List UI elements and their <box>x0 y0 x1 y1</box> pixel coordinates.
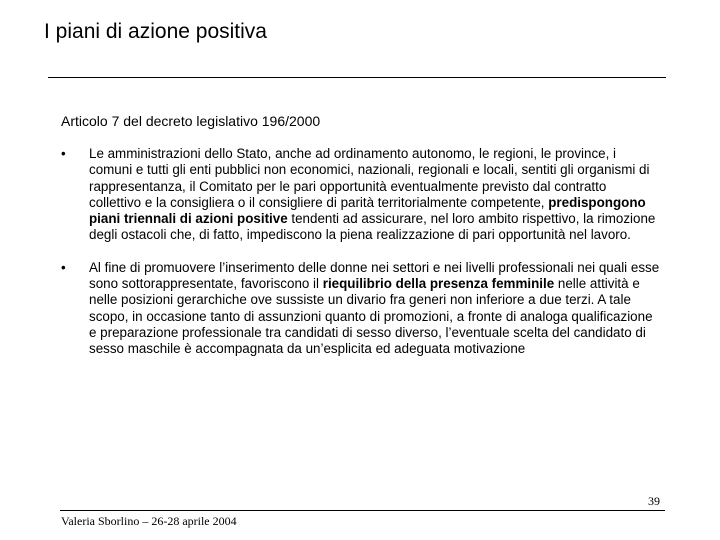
bullet-text <box>89 146 661 244</box>
bullet-text-bold: riequilibrio della presenza femminile <box>322 276 555 292</box>
bullet-text-before: Al fine di promuovere l’inserimento delle donne nei settori e nei livelli professionali nei quali esse sono sottorappresentate, favoriscono il <box>89 259 660 292</box>
bullet-item <box>61 146 661 244</box>
footer-text: Valeria Sborlino – 26-28 aprile 2004 <box>61 514 237 528</box>
bullet-text-bold: predispongono piani triennali di azioni positive <box>89 194 646 227</box>
bullet-marker: • <box>61 146 66 161</box>
bullet-text <box>89 260 661 358</box>
bullet-list <box>61 146 661 358</box>
slide-title: I piani di azione positiva <box>44 20 267 43</box>
page-number: 39 <box>648 494 660 508</box>
bullet-marker: • <box>61 259 66 275</box>
bullet-text-after: tendenti ad assicurare, nel loro ambito rispettivo, la rimozione degli ostacoli che, di fatto, impediscono la piena realizzazione di pari opportunità nel lavoro. <box>89 211 656 243</box>
bullet-text-before: Le amministrazioni dello Stato, anche ad ordinamento autonomo, le regioni, le province, i comuni e tutti gli enti pubblici non economici, nazionali, regionali e locali, sentiti gli organismi di rappresentanza, il Comitato per le pari opportunità eventualmente previsto dal contratto collettivo e la consigliera o il consigliere di parità territorialmente competente, <box>89 146 650 210</box>
title-divider <box>48 77 666 78</box>
bullet-item <box>61 260 661 358</box>
slide-subtitle: Articolo 7 del decreto legislativo 196/2000 <box>61 113 321 129</box>
footer-divider <box>60 510 665 511</box>
bullet-text-after: nelle attività e nelle posizioni gerarchiche ove sussiste un divario fra generi non inferiore a due terzi. A tale scopo, in occasione tanto di assunzioni quanto di promozioni, a fronte di analoga qualificazione e preparazione professionale tra candidati di sesso diverso, l’eventuale scelta del candidato di sesso maschile è accompagnata da un’esplicita ed adeguata motivazione <box>89 276 653 357</box>
